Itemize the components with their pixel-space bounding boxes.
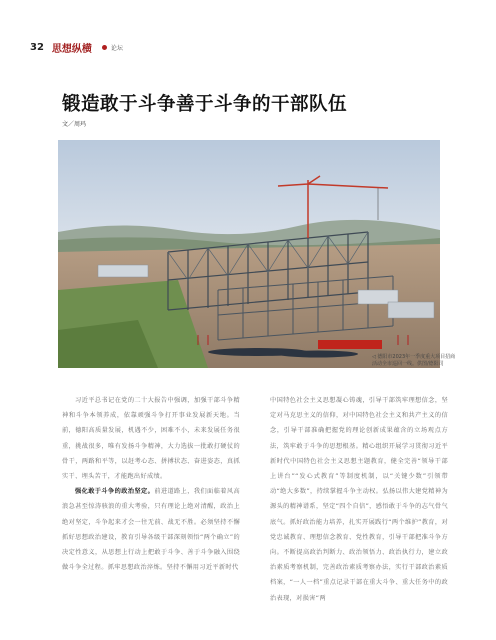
photo-caption: ◁ 德阳市2023年一季度重大项目招商活动全市巡回一线。供图/德阳司	[372, 354, 456, 367]
page-header	[30, 40, 123, 54]
left-column	[62, 393, 240, 575]
article-author: 文／周玛	[62, 121, 87, 128]
construction-site-photo	[58, 140, 440, 368]
left-paragraph-2	[62, 484, 240, 575]
page-number: 32	[30, 41, 44, 53]
section-tag: 论坛	[110, 44, 123, 52]
left-paragraph-2-text: 前进道路上，我们面临着风高浪急甚至惊涛骇浪的重大考验，只有理论上绝对清醒，政治上绝对坚定，斗争起来才会一往无前、战无不胜。必须坚持不懈抓好思想政治建设，教育引导各级干部深刻领悟“两个确立”的决定性意义，从思想上行动上把敢于斗争、善于斗争融入围绕做斗争全过程。抓牢思想政治淬炼。坚持不懈用习近平新时代	[62, 488, 240, 572]
bullet-dot-icon	[102, 45, 107, 50]
section-title: 思想纵横	[51, 43, 92, 55]
right-paragraph-1	[270, 393, 448, 606]
construction-site-illustration	[58, 140, 440, 368]
left-paragraph-1-text: 习近平总书记在党的二十大报告中强调，加强干部斗争精神和斗争本领养成，依靠顽强斗争打开事业发展新天地。当前，德阳高质量发展，机遇不少，困难不小，未来发展任务很重，挑战很多，唯有发扬斗争精神，大力选拔一批敢打硬仗的骨干，两路和平等，以赶考心态、拼搏状态、奋进姿态，真抓实干、埋头苦干，才能跑出好成绩。	[62, 397, 240, 481]
right-paragraph-1-text: 中国特色社会主义思想凝心铸魂，引导干部筑牢理想信念，坚定对马克思主义的信仰，对中国特色社会主义和共产主义的信念，引导干部准确把握党的理论创新成果蕴含的立场观点方法，筑牢敢于斗争的思想根基。精心组织开展学习贯彻习近平新时代中国特色社会主义思想主题教育，健全完善“领导干部上讲台”“发心式教育”等制度机制，以“关键少数”引领带动“绝大多数”，持续掌握斗争主动权。弘扬以伟大建党精神为源头的精神谱系，坚定“四个自信”，感悟敢于斗争的志气骨气底气。抓好政治能力培养，扎实开展践行“两个维护”教育，对党忠诚教育、理想信念教育、党性教育，引导干部把准斗争方向。不断提高政治判断力、政治领悟力、政治执行力，建立政治素质考察机制，完善政治素质考察办法，实行干部政治素质档案，“一人一档”重点记录干部在重大斗争、重大任务中的政治表现，对损害“两	[270, 397, 448, 602]
left-paragraph-2-lead: 强化敢于斗争的政治坚定。	[75, 488, 155, 496]
right-column	[270, 393, 448, 606]
left-paragraph-1	[62, 393, 240, 484]
article-title: 锻造敢于斗争善于斗争的干部队伍	[62, 94, 348, 115]
